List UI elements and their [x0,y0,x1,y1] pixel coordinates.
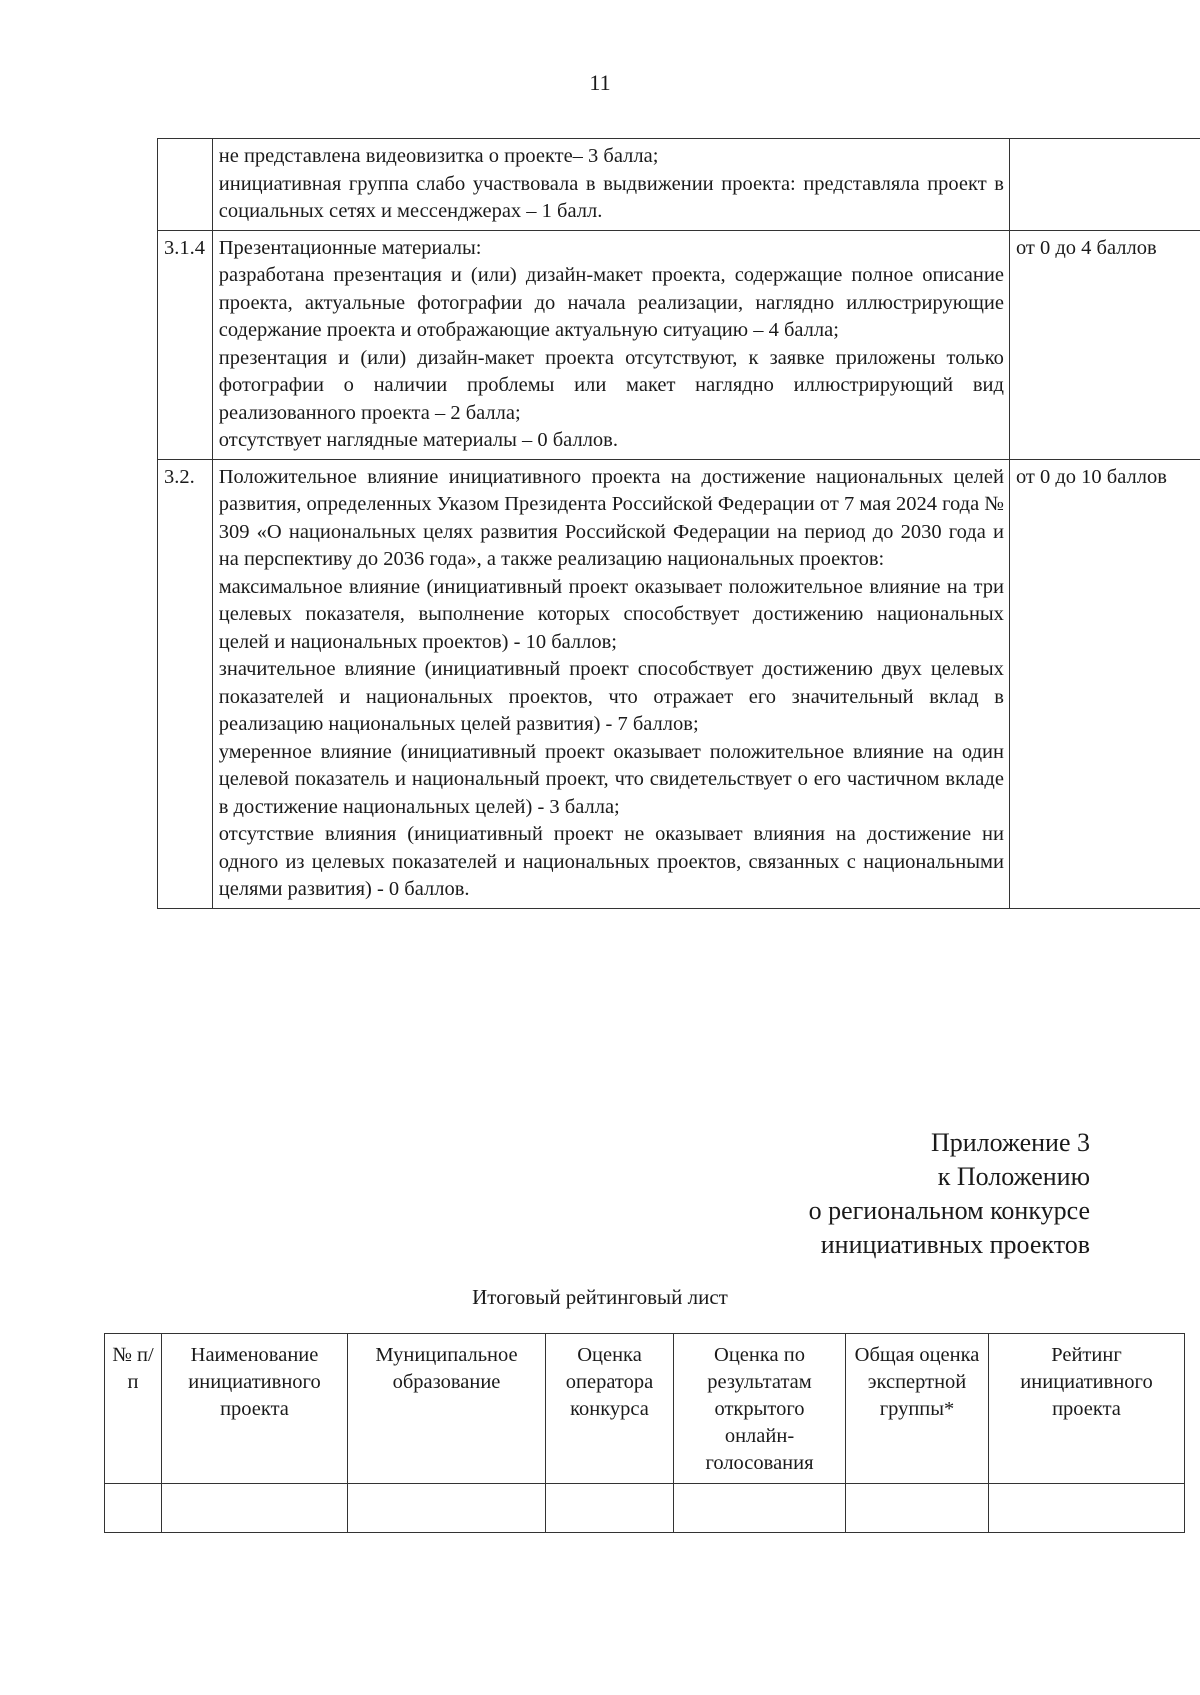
criteria-score-cell: от 0 до 4 баллов [1009,230,1200,459]
criteria-line: отсутствует наглядные материалы – 0 баллов. [218,429,618,451]
criteria-line: Презентационные материалы: [218,236,482,259]
rating-header-cell: Наименование инициативного проекта [162,1334,348,1484]
criteria-table [157,138,1200,909]
rating-cell [846,1484,989,1533]
rating-header-cell: Общая оценка экспертной группы* [846,1334,989,1484]
annex-line: инициативных проектов [820,1230,1090,1259]
criteria-line: умеренное влияние (инициативный проект оказывает положительное влияние на один целевой показатель и национальный проект, что свидетельствует о его частичном вкладе в достижение национальных целей) - 3 балла; [218,740,1004,818]
criteria-line: отсутствие влияния (инициативный проект не оказывает влияния на достижение ни одного из целевых показателей и национальных проектов, связанных с национальными целями развития) - 0 баллов. [218,823,1004,900]
rating-header-cell: Оценка оператора конкурса [546,1334,674,1484]
rating-header-row [105,1334,1185,1484]
rating-cell [546,1484,674,1533]
annex-line: Приложение 3 [930,1128,1090,1157]
criteria-score-cell [1009,139,1200,231]
criteria-line: не представлена видеовизитка о проекте– 3 балла; [218,145,659,167]
criteria-desc-cell [212,139,1009,231]
rating-header-cell: Рейтинг инициативного проекта [989,1334,1185,1484]
criteria-num-cell: 3.1.4 [158,230,213,459]
criteria-line: максимальное влияние (инициативный проект оказывает положительное влияние на три целевых показателя, выполнение которых способствует достижению национальных целей и национальных проектов) - 10 баллов; [218,575,1004,653]
criteria-line: значительное влияние (инициативный проект способствует достижению двух целевых показателей и национальных проектов, что отражает его значительный вклад в реализацию национальных целей развития) - 7 баллов; [218,658,1004,735]
rating-header-cell: Оценка по результатам открытого онлайн-голосования [674,1334,846,1484]
rating-header-cell: № п/п [105,1334,162,1484]
criteria-line: разработана презентация и (или) дизайн-макет проекта, содержащие полное описание проекта, актуальные фотографии до начала реализации, наглядно иллюстрирующие содержание проекта и отображающие актуальную ситуацию – 4 балла; [218,264,1004,341]
criteria-row [158,230,1200,459]
rating-sheet-title: Итоговый рейтинговый лист [472,1285,728,1309]
annex-line: о региональном конкурсе [808,1196,1090,1225]
rating-cell [989,1484,1185,1533]
criteria-num-cell: 3.2. [158,459,213,908]
criteria-line: Положительное влияние инициативного проекта на достижение национальных целей развития, определенных Указом Президента Российской Федерации от 7 мая 2024 года № 309 «О национальных целях развития Российской Федерации на период до 2030 года и на перспективу до 2036 года», а также реализацию национальных проектов: [218,465,1004,570]
page-number: 11 [589,70,611,95]
rating-cell [674,1484,846,1533]
rating-cell [162,1484,348,1533]
criteria-num-cell [158,139,213,231]
rating-cell [105,1484,162,1533]
rating-table [104,1333,1185,1533]
criteria-row [158,459,1200,908]
criteria-desc-cell [212,459,1009,908]
annex-caption [809,1126,1090,1262]
rating-cell [348,1484,546,1533]
criteria-line: презентация и (или) дизайн-макет проекта отсутствуют, к заявке приложены только фотографии о наличии проблемы или макет наглядно иллюстрирующий вид реализованного проекта – 2 балла; [218,346,1004,424]
criteria-row [158,139,1200,231]
rating-header-cell: Муниципальное образование [348,1334,546,1484]
annex-line: к Положению [937,1162,1090,1191]
criteria-score-cell: от 0 до 10 баллов [1009,459,1200,908]
criteria-line: инициативная группа слабо участвовала в выдвижении проекта: представляла проект в социальных сетях и мессенджерах – 1 балл. [218,172,1004,222]
rating-empty-row [105,1484,1185,1533]
criteria-desc-cell [212,230,1009,459]
